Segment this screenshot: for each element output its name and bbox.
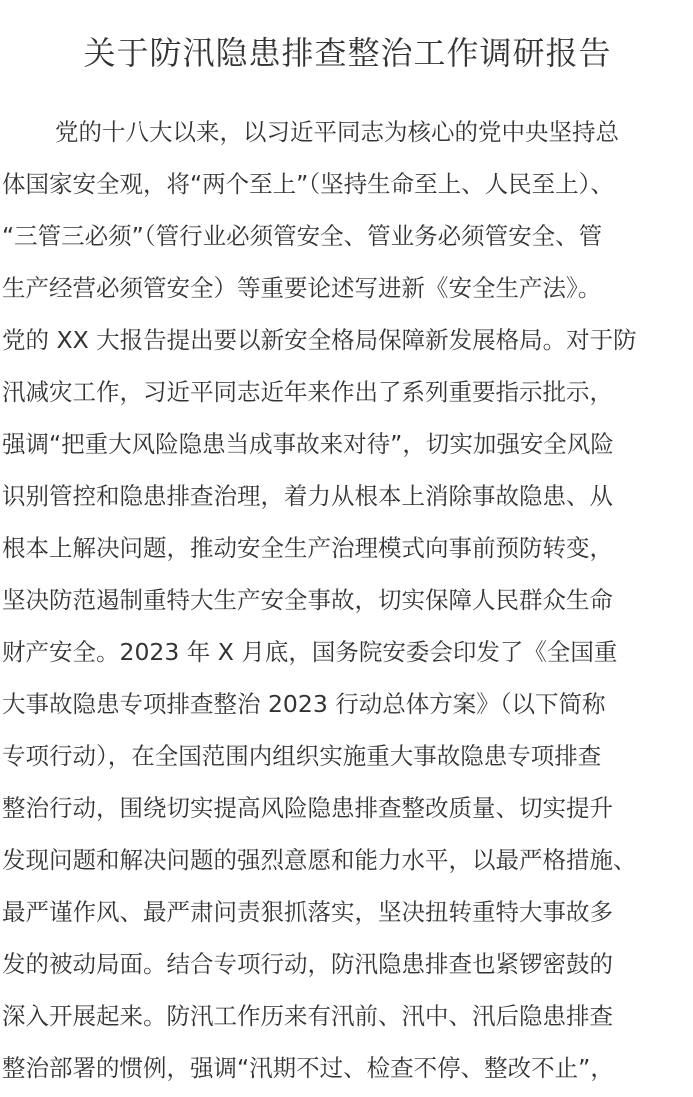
paragraph-line: 识别管控和隐患排查治理，着力从根本上消除事故隐患、从 xyxy=(2,482,613,510)
paragraph-line: “三管三必须”（管行业必须管安全、管业务必须管安全、管 xyxy=(2,222,603,250)
paragraph-line: 生产经营必须管安全）等重要论述写进新《安全生产法》。 xyxy=(2,274,602,302)
paragraph-line: 发的被动局面。结合专项行动，防汛隐患排查也紧锣密鼓的 xyxy=(2,950,613,978)
paragraph-line-text: 党的十八大以来，以习近平同志为核心的党中央坚持总 xyxy=(55,118,619,146)
paragraph-line: 专项行动），在全国范围内组织实施重大事故隐患专项排查 xyxy=(2,742,602,770)
paragraph-line: 坚决防范遏制重特大生产安全事故，切实保障人民群众生命 xyxy=(2,586,613,614)
paragraph-line: 发现问题和解决问题的强烈意愿和能力水平，以最严格措施、 xyxy=(2,846,637,874)
paragraph-line: 最严谨作风、最严肃问责狠抓落实，坚决扭转重特大事故多 xyxy=(2,898,613,926)
document-body xyxy=(2,106,637,1094)
paragraph-line: 大事故隐患专项排查整治 2023 行动总体方案》（以下简称 xyxy=(2,690,606,718)
paragraph-line: 整治部署的惯例，强调“汛期不过、检查不停、整改不止”， xyxy=(2,1054,614,1082)
paragraph-line: 根本上解决问题，推动安全生产治理模式向事前预防转变， xyxy=(2,534,613,562)
paragraph-line: 体国家安全观，将“两个至上”（坚持生命至上、人民至上）、 xyxy=(2,170,614,198)
paragraph-line xyxy=(2,106,637,158)
paragraph-line: 整治行动，围绕切实提高风险隐患排查整改质量、切实提升 xyxy=(2,794,613,822)
document-title: 关于防汛隐患排查整治工作调研报告 xyxy=(83,34,612,72)
paragraph-line: 汛减灾工作，习近平同志近年来作出了系列重要指示批示， xyxy=(2,378,613,406)
paragraph-line: 党的 XX 大报告提出要以新安全格局保障新发展格局。对于防 xyxy=(2,326,637,354)
paragraph-line: 财产安全。2023 年 X 月底，国务院安委会印发了《全国重 xyxy=(2,638,618,666)
paragraph-line: 强调“把重大风险隐患当成事故来对待”，切实加强安全风险 xyxy=(2,430,614,458)
paragraph-line: 深入开展起来。防汛工作历来有汛前、汛中、汛后隐患排查 xyxy=(2,1002,613,1030)
